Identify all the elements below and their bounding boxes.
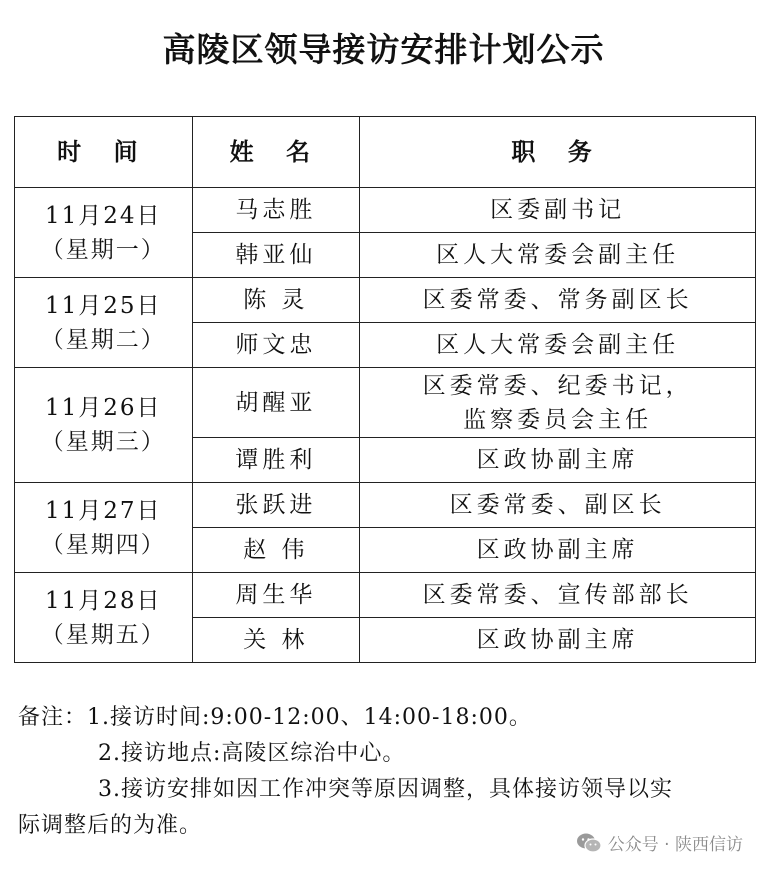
date-cell	[15, 573, 193, 663]
position-cell: 区委常委、常务副区长	[360, 278, 756, 323]
position-cell: 区委副书记	[360, 188, 756, 233]
date-text: 11月28日	[45, 587, 162, 614]
name-cell: 胡醒亚	[192, 368, 360, 438]
name-cell: 马志胜	[192, 188, 360, 233]
name-cell: 陈 灵	[192, 278, 360, 323]
schedule-table	[14, 116, 756, 663]
watermark	[576, 830, 743, 855]
table-row	[15, 483, 756, 528]
header-time: 时 间	[15, 117, 193, 188]
table-row	[15, 278, 756, 323]
position-cell: 区人大常委会副主任	[360, 233, 756, 278]
position-line: 监察委员会主任	[463, 406, 653, 433]
position-cell: 区人大常委会副主任	[360, 323, 756, 368]
date-text: 11月24日	[45, 202, 162, 229]
table-row	[15, 188, 756, 233]
date-text: 11月26日	[45, 395, 162, 421]
name-cell: 周生华	[192, 573, 360, 618]
name-cell: 师文忠	[192, 323, 360, 368]
watermark-text: 公众号 · 陕西信访	[607, 835, 743, 855]
name-cell: 张跃进	[192, 483, 360, 528]
wechat-icon	[576, 832, 602, 854]
weekday-text: （星期五）	[40, 621, 166, 648]
position-cell	[360, 368, 756, 438]
name-cell: 关 林	[192, 618, 360, 663]
header-name: 姓 名	[192, 117, 360, 188]
note-line-2: 2.接访地点:高陵区综治中心。	[98, 741, 406, 766]
name-cell: 谭胜利	[192, 438, 360, 483]
position-cell: 区委常委、宣传部部长	[360, 573, 756, 618]
note-line-3: 3.接访安排如因工作冲突等原因调整，具体接访领导以实	[98, 777, 673, 802]
note-line-1: 备注：1.接访时间:9:00-12:00、14:00-18:00。	[18, 705, 532, 730]
weekday-text: （星期一）	[40, 236, 166, 263]
position-cell: 区政协副主席	[360, 438, 756, 483]
name-cell: 赵 伟	[192, 528, 360, 573]
page-title: 高陵区领导接访安排计划公示	[162, 30, 605, 69]
name-cell: 韩亚仙	[192, 233, 360, 278]
table-row	[15, 368, 756, 438]
date-cell	[15, 188, 193, 278]
weekday-text: （星期四）	[40, 531, 166, 558]
position-cell: 区委常委、副区长	[360, 483, 756, 528]
date-cell	[15, 278, 193, 368]
position-cell: 区政协副主席	[360, 528, 756, 573]
header-position: 职 务	[360, 117, 756, 188]
weekday-text: （星期三）	[40, 429, 166, 455]
position-line: 区委常委、纪委书记，	[422, 372, 693, 399]
date-text: 11月25日	[45, 292, 162, 319]
note-line-4: 际调整后的为准。	[18, 813, 203, 838]
notes-section	[18, 700, 758, 844]
date-cell	[15, 368, 193, 483]
date-cell	[15, 483, 193, 573]
date-text: 11月27日	[45, 497, 162, 524]
table-row	[15, 573, 756, 618]
position-cell: 区政协副主席	[360, 618, 756, 663]
weekday-text: （星期二）	[40, 326, 166, 353]
table-header-row	[15, 117, 756, 188]
